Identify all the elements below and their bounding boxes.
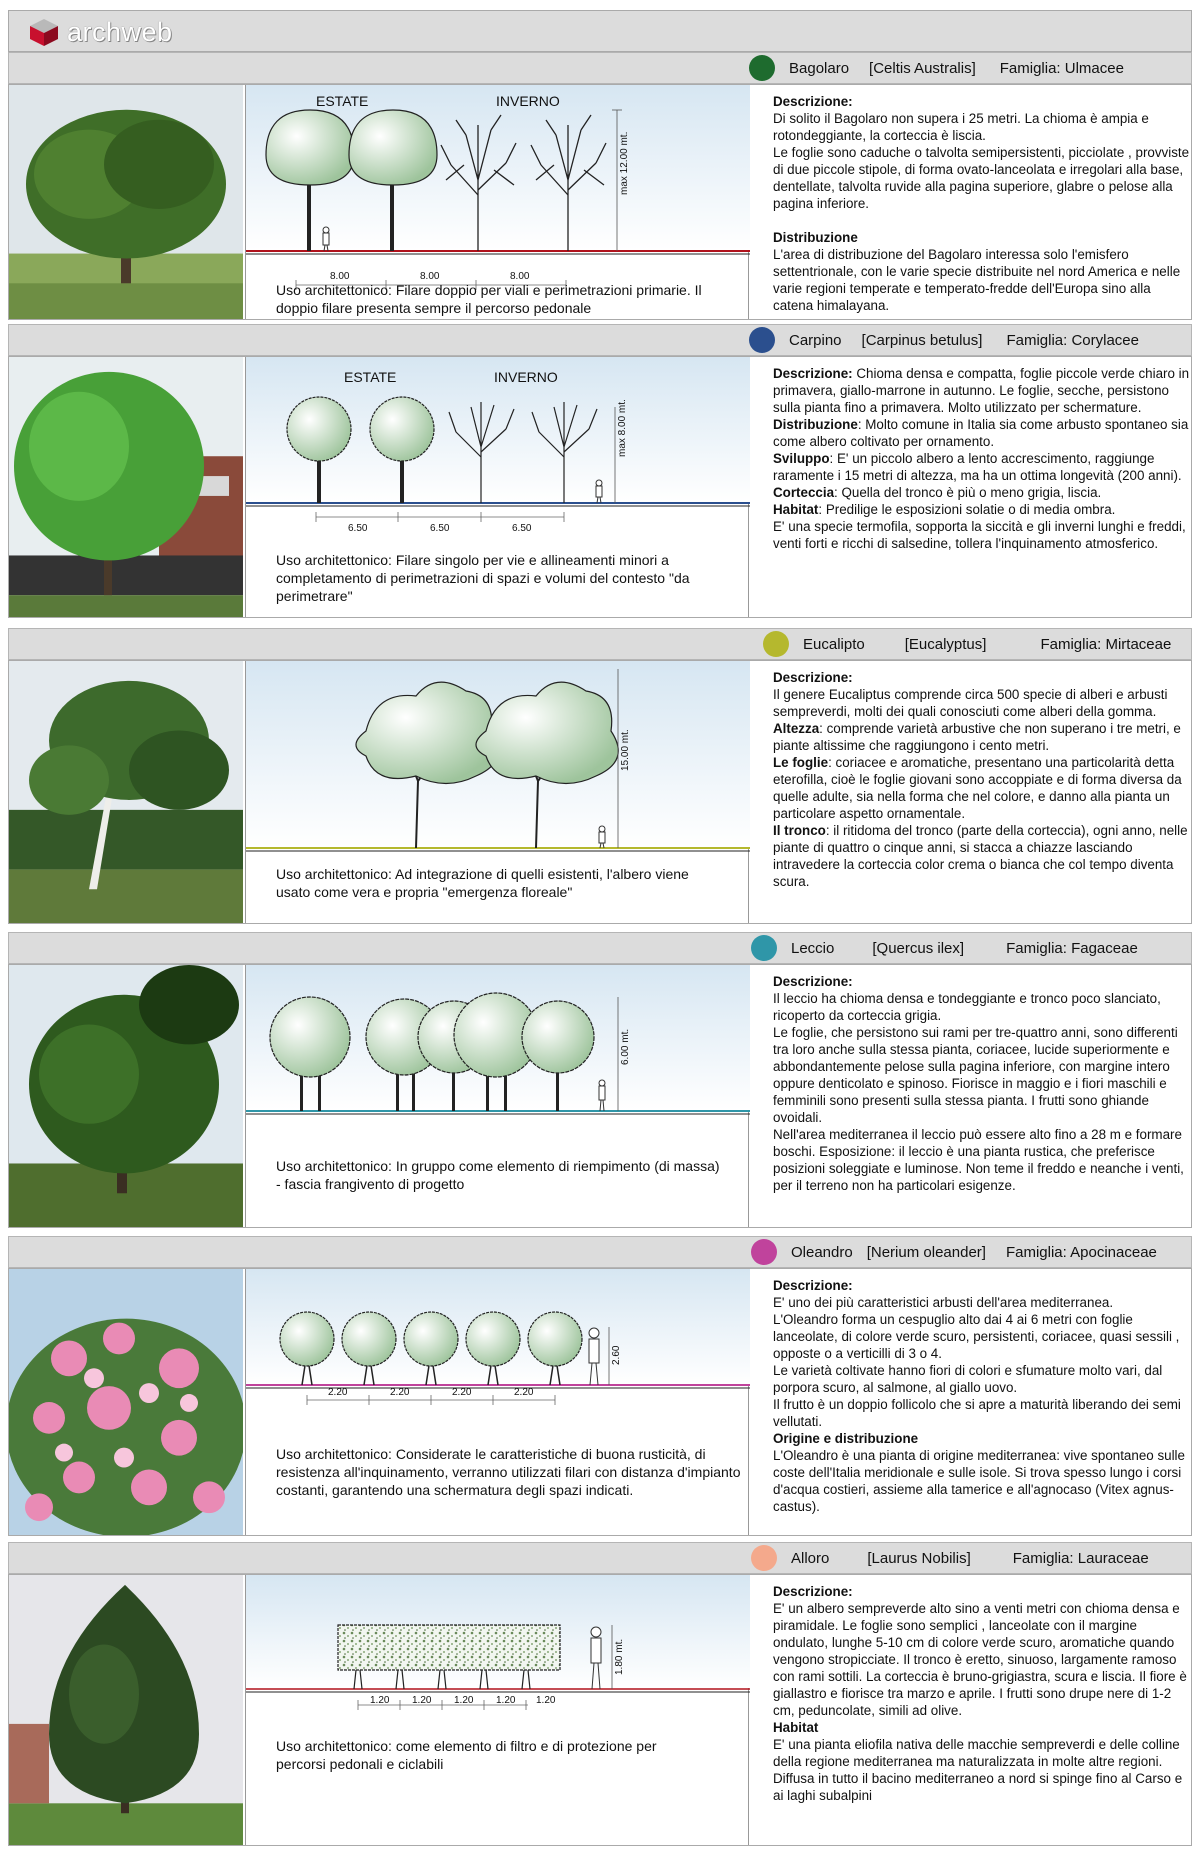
height-label: 6.00 mt. xyxy=(620,1028,631,1065)
description-oleandro: Descrizione: E' uno dei più caratteristici arbusti dell'area mediterranea. L'Oleandro forma un cespuglio alto dai 4 ai 6 metri con foglie lanceolate, di colore verde scuro, persistenti, coriacee, quasi sessili , opposte o a verticilli di 3 o 4. Le varietà coltivate hanno fiori di colori e sfumature molto vari, dal porpora scuro, al salmone, al giallo uovo. Il frutto è un doppio follicolo che si apre a maturità liberando dei semi vellutati. Origine e distribuzione L'Oleandro è una pianta di origine mediterranea: vive spontaneo sulle coste dell'Italia meridionale e sulle isole. Si trova spesso lungo i corsi d'acqua costieri, assieme alla tamerice e all'agnocaso (Vitex agnus-castus). xyxy=(773,1278,1185,1514)
species-name: Eucalipto xyxy=(803,635,865,653)
species-header-eucalipto xyxy=(8,628,1192,660)
description-carpino: Descrizione: Chioma densa e compatta, foglie piccole verde chiaro in primavera, giallo-marrone in autunno. Le foglie, secche, persistono sulla pianta fino a primavera. Molto utilizzato per schermature. Distribuzione: Molto comune in Italia sia come arbusto spontaneo sia come albero coltivato per ornamento. Sviluppo: E' un piccolo albero a lento accrescimento, raggiunge raramente i 15 metri di altezza, ma ha un ottima longevità (200 anni). Corteccia: Quella del tronco è più o meno grigia, liscia. Habitat: Predilige le esposizioni solatie o di media ombra. E' una specie termofila, sopporta la siccità e gli inverni lunghi e freddi, venti forti e ricchi di salsedine, tollera l'inquinamento atmosferico. xyxy=(773,366,1190,551)
dim-label: 2.20 xyxy=(390,1387,410,1398)
uso-architettonico: Uso architettonico: Filare doppio per viali e perimetrazioni primarie. Il doppio filare presenta sempre il percorso pedonale xyxy=(276,282,702,316)
species-header-bagolaro xyxy=(8,52,1192,84)
color-dot-icon xyxy=(751,935,777,961)
species-name: Carpino xyxy=(789,331,842,349)
species-latin: [Carpinus betulus] xyxy=(861,331,983,349)
species-latin: [Eucalyptus] xyxy=(904,635,987,653)
species-name: Oleandro xyxy=(791,1243,853,1261)
logo-bar xyxy=(8,10,1192,52)
tree-photo-carpino xyxy=(9,357,243,617)
uso-architettonico: Uso architettonico: come elemento di filtro e di protezione per percorsi pedonali e ciclabili xyxy=(276,1738,657,1772)
species-section-carpino xyxy=(8,356,1192,618)
dim-label: 8.00 xyxy=(510,271,530,282)
description-leccio: Descrizione: Il leccio ha chioma densa e tondeggiante e tronco poco slanciato, ricoperto da corteccia grigia. Le foglie, che persistono sui rami per tre-quattro anni, sono differenti tra loro anche sulla stessa pianta, coriacee, lucide superiormente e abbondantemente pelose sulla pagina inferiore, con margine intero oppure denticolato e spinoso. Fiorisce in maggio e i fiori maschili e femminili sono presenti sulla stessa pianta. I frutti sono ghiande ovoidali. Nell'area mediterranea il leccio può essere alto fino a 28 m e formare boschi. Esposizione: il leccio è una pianta rustica, che preferisce posizioni soleggiate e luminose. Non teme il freddo e neanche i venti, per il terreno non ha particolari esigenze. xyxy=(773,974,1184,1193)
species-family: Famiglia: Mirtaceae xyxy=(1040,635,1172,653)
dim-label: 8.00 xyxy=(330,271,350,282)
archweb-logo[interactable] xyxy=(27,17,173,47)
species-header-carpino xyxy=(8,324,1192,356)
cube-logo-icon xyxy=(27,17,61,47)
species-section-oleandro xyxy=(8,1268,1192,1536)
species-family: Famiglia: Lauraceae xyxy=(1012,1549,1149,1567)
uso-architettonico: Uso architettonico: In gruppo come elemento di riempimento (di massa) - fascia frangivento di progetto xyxy=(276,1158,720,1192)
drawing-panel-oleandro xyxy=(245,1269,749,1535)
species-name: Bagolaro xyxy=(789,59,850,77)
height-label: max 8.00 mt. xyxy=(617,399,628,457)
tree-photo-eucalipto xyxy=(9,661,243,923)
dim-label: 8.00 xyxy=(420,271,440,282)
uso-architettonico: Uso architettonico: Filare singolo per vie e allineamenti minori a completamento di perimetrazioni di spazi e volumi del contesto "da perimetrare" xyxy=(276,552,690,604)
species-section-eucalipto xyxy=(8,660,1192,924)
species-latin: [Quercus ilex] xyxy=(872,939,965,957)
height-label: 1.80 mt. xyxy=(614,1638,625,1675)
color-dot-icon xyxy=(763,631,789,657)
species-header-leccio xyxy=(8,932,1192,964)
species-section-alloro xyxy=(8,1574,1192,1846)
uso-architettonico: Uso architettonico: Considerate le caratteristiche di buona rusticità, di resistenza all'inquinamento, verranno utilizzati filari con distanza d'impianto costanti, garantendo una schermatura degli spazi indicati. xyxy=(276,1446,741,1498)
color-dot-icon xyxy=(751,1239,777,1265)
species-header-alloro xyxy=(8,1542,1192,1574)
height-label: 15.00 mt. xyxy=(620,729,631,771)
label-estate: ESTATE xyxy=(316,93,369,109)
dim-label: 1.20 xyxy=(370,1695,390,1706)
dim-label: 2.20 xyxy=(452,1387,472,1398)
uso-architettonico: Uso architettonico: Ad integrazione di quelli esistenti, l'albero viene usato come vera e propria "emergenza floreale" xyxy=(276,866,689,900)
species-section-bagolaro xyxy=(8,84,1192,320)
species-family: Famiglia: Fagaceae xyxy=(1006,939,1138,957)
drawing-panel-bagolaro xyxy=(245,85,749,319)
dim-label: 1.20 xyxy=(536,1695,556,1706)
color-dot-icon xyxy=(749,327,775,353)
dim-label: 2.20 xyxy=(328,1387,348,1398)
tree-photo-oleandro xyxy=(9,1269,243,1535)
drawing-panel-leccio xyxy=(245,965,749,1227)
species-latin: [Celtis Australis] xyxy=(869,59,976,77)
description-bagolaro: Descrizione: Di solito il Bagolaro non supera i 25 metri. La chioma è ampia e rotondeggiante, la corteccia è liscia. Le foglie sono caduche o talvolta semipersistenti, picciolate , provviste di due piccole stipole, di forma ovato-lanceolata e irregolari alla base, dentellate, talvolta ruvide alla pagina superiore, glabre o pelose alla pagina inferiore. Distribuzione L'area di distribuzione del Bagolaro interessa solo l'emisfero settentrionale, con le varie specie distribuite nel nord America e nelle varie regioni temperate e temperato-fredde dell'Europa sino alla catena himalayana. xyxy=(773,94,1190,313)
height-label: 2.60 xyxy=(611,1345,622,1365)
color-dot-icon xyxy=(751,1545,777,1571)
species-family: Famiglia: Corylacee xyxy=(1006,331,1139,349)
drawing-panel-eucalipto xyxy=(245,661,749,923)
label-inverno: INVERNO xyxy=(496,93,560,109)
dim-label: 1.20 xyxy=(412,1695,432,1706)
label-inverno: INVERNO xyxy=(494,369,558,385)
dim-label: 6.50 xyxy=(512,523,532,534)
dim-label: 6.50 xyxy=(430,523,450,534)
label-estate: ESTATE xyxy=(344,369,397,385)
dim-label: 1.20 xyxy=(454,1695,474,1706)
description-alloro: Descrizione: E' un albero sempreverde alto sino a venti metri con chioma densa e piramidale. Le foglie sono semplici , lanceolate con il margine ondulato, lunghe 5-10 cm di colore verde scuro, aromatiche quando vengono stropicciate. Il tronco è eretto, sinuoso, largamente ramoso con rami sottili. La corteccia è bruno-grigiastra, scura e liscia. Il fiore è giallastro e fiorisce tra marzo e aprile. I frutti sono drupe nere di 1-2 cm, peduncolate, simili ad olive. Habitat E' una pianta eliofila nativa delle macchie sempreverdi e delle colline della regione mediterranea ma naturalizzata in molte altre regioni. Diffusa in tutto il bacino mediterraneo a nord si spinge fino al Carso e ai laghi subalpini xyxy=(773,1584,1187,1803)
species-latin: [Nerium oleander] xyxy=(866,1243,986,1261)
tree-photo-bagolaro xyxy=(9,85,243,319)
color-dot-icon xyxy=(749,55,775,81)
height-label: max 12.00 mt. xyxy=(619,131,630,195)
dim-label: 2.20 xyxy=(514,1387,534,1398)
species-name: Alloro xyxy=(791,1549,830,1567)
dim-label: 1.20 xyxy=(496,1695,516,1706)
tree-photo-alloro xyxy=(9,1575,243,1845)
species-family: Famiglia: Apocinaceae xyxy=(1005,1243,1157,1261)
species-name: Leccio xyxy=(791,939,835,957)
species-latin: [Laurus Nobilis] xyxy=(867,1549,971,1567)
description-eucalipto: Descrizione: Il genere Eucaliptus comprende circa 500 specie di alberi e arbusti sempreverdi, molti dei quali conosciuti come alberi della gomma. Altezza: comprende varietà arbustive che non superano i tre metri, e piante altissime che raggiungono i cento metri. Le foglie: coriacee e aromatiche, presentano una particolarità detta eterofilla, cioè le foglie giovani sono accoppiate e di forma diversa da quelle adulte, sia nella forma che nel colore, e danno alla pianta un particolare aspetto ornamentale. Il tronco: il ritidoma del tronco (parte della corteccia), ogni anno, nelle piante di quattro o cinque anni, si stacca a chiazze lasciando intravedere la corteccia color crema o bianca che col tempo diventa scura. xyxy=(773,670,1188,889)
tree-photo-leccio xyxy=(9,965,243,1227)
logo-text: archweb xyxy=(67,16,173,47)
species-family: Famiglia: Ulmacee xyxy=(999,59,1124,77)
drawing-panel-alloro xyxy=(245,1575,749,1845)
drawing-panel-carpino xyxy=(245,357,749,617)
dim-label: 6.50 xyxy=(348,523,368,534)
species-section-leccio xyxy=(8,964,1192,1228)
species-header-oleandro xyxy=(8,1236,1192,1268)
